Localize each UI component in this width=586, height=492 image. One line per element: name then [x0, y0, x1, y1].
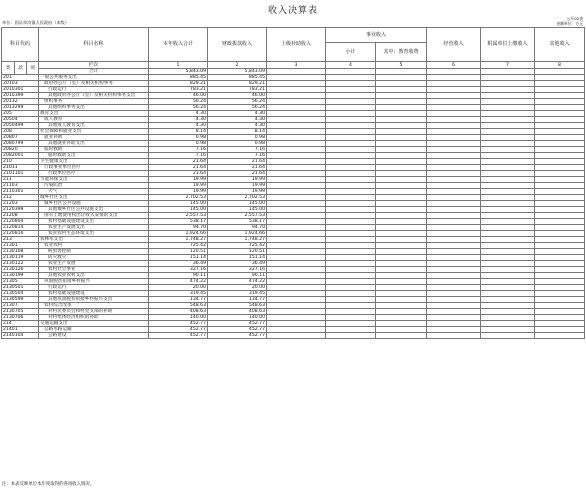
row-total: 0.98	[149, 141, 208, 147]
row-fiscal: 145.00	[208, 207, 267, 213]
row-code: 2130706	[2, 315, 39, 321]
row-total: 46.00	[149, 93, 208, 99]
col-num-6: 6	[427, 62, 481, 69]
row-name: 国有土地使用权出让收入安排的支出	[39, 213, 149, 219]
row-total: 145.00	[149, 201, 208, 207]
row-code: 2013299	[2, 105, 39, 111]
row-total: 120.51	[149, 249, 208, 255]
row-empty-cell	[376, 333, 427, 339]
header-business-group: 事业收入	[326, 28, 427, 43]
row-code: 21103	[2, 183, 39, 189]
form-number: 公开02表	[566, 16, 583, 21]
header-total: 本年收入合计	[149, 28, 208, 62]
row-code: 2120816	[2, 231, 39, 237]
header-name: 科目名称	[39, 28, 149, 62]
row-name: 农业农村	[39, 243, 149, 249]
row-code: 210	[2, 159, 39, 165]
row-fiscal: 548.63	[208, 303, 267, 309]
row-name: 防灾救灾	[39, 255, 149, 261]
row-code: 21208	[2, 213, 39, 219]
row-total: 19.99	[149, 177, 208, 183]
row-empty-cell	[481, 333, 535, 339]
row-total: 4.30	[149, 123, 208, 129]
row-empty-cell	[326, 333, 376, 339]
row-code: 20132	[2, 99, 39, 105]
row-total: 408.63	[149, 309, 208, 315]
row-code: 211	[2, 177, 39, 183]
row-name: 其他政府办公厅（室）及相关机构事务支出	[39, 93, 149, 99]
row-name: 农业生产发展	[39, 261, 149, 267]
total-fiscal: 5,843.09	[208, 69, 267, 75]
row-total: 8.14	[149, 129, 208, 135]
row-total: 783.21	[149, 87, 208, 93]
row-fiscal: 134.77	[208, 297, 267, 303]
row-total: 21.64	[149, 159, 208, 165]
row-name: 病虫害控制	[39, 249, 149, 255]
row-total: 2,702.53	[149, 195, 208, 201]
row-name: 一般公共服务支出	[39, 75, 149, 81]
row-name: 污染防治	[39, 183, 149, 189]
row-name: 交通运输支出	[39, 321, 149, 327]
row-name: 城乡社区公共设施	[39, 201, 149, 207]
row-name: 就业补助	[39, 135, 149, 141]
row-total: 1,924.66	[149, 231, 208, 237]
row-fiscal: 21.64	[208, 165, 267, 171]
row-total: 4.30	[149, 111, 208, 117]
col-num-4: 4	[326, 62, 376, 69]
row-name: 教育支出	[39, 111, 149, 117]
row-fiscal: 19.99	[208, 183, 267, 189]
row-total: 7.16	[149, 147, 208, 153]
row-total: 134.77	[149, 297, 208, 303]
row-fiscal: 0.98	[208, 135, 267, 141]
row-code: 2120814	[2, 225, 39, 231]
header-superior: 上级补助收入	[267, 28, 326, 62]
row-total: 140.00	[149, 315, 208, 321]
row-fiscal: 7.16	[208, 153, 267, 159]
row-total: 36.49	[149, 261, 208, 267]
row-name: 临时救助支出	[39, 153, 149, 159]
row-fiscal: 21.64	[208, 171, 267, 177]
row-code: 2130119	[2, 255, 39, 261]
row-total: 548.63	[149, 303, 208, 309]
row-total: 19.99	[149, 183, 208, 189]
row-total: 94.70	[149, 225, 208, 231]
row-total: 1,748.27	[149, 237, 208, 243]
row-total: 20.00	[149, 285, 208, 291]
row-code: 2120399	[2, 207, 39, 213]
income-table	[1, 27, 585, 339]
row-fiscal: 120.51	[208, 249, 267, 255]
row-total: 725.42	[149, 243, 208, 249]
row-fiscal: 408.63	[208, 309, 267, 315]
row-name: 其他就业补助支出	[39, 141, 149, 147]
row-name: 农村基础设施建设支出	[39, 219, 149, 225]
row-total: 56.24	[149, 99, 208, 105]
row-code: 2130705	[2, 309, 39, 315]
row-name: 农业农村生态环境支出	[39, 231, 149, 237]
total-amount: 5,843.09	[149, 69, 208, 75]
row-fiscal: 140.00	[208, 315, 267, 321]
row-name: 农村基础设施建设	[39, 291, 149, 297]
row-fiscal: 319.45	[208, 291, 267, 297]
row-code: 21011	[2, 165, 39, 171]
row-name: 社会保障和就业支出	[39, 129, 149, 135]
header-business-subtotal: 小计	[326, 43, 376, 62]
row-fiscal: 20.00	[208, 285, 267, 291]
row-total: 327.16	[149, 267, 208, 273]
col-num-5: 5	[376, 62, 427, 69]
row-name: 行政单位医疗	[39, 171, 149, 177]
row-code: 2130199	[2, 273, 39, 279]
row-name: 农村社会事业	[39, 267, 149, 273]
row-name: 农林水支出	[39, 237, 149, 243]
row-fiscal: 56.24	[208, 105, 267, 111]
row-total: 474.22	[149, 279, 208, 285]
row-name: 其他组织事务支出	[39, 105, 149, 111]
row-name: 成人教育	[39, 117, 149, 123]
row-name: 农村综合改革	[39, 303, 149, 309]
row-total: 0.98	[149, 135, 208, 141]
row-code: 2082001	[2, 153, 39, 159]
row-fiscal: 19.99	[208, 189, 267, 195]
row-total: 21.64	[149, 165, 208, 171]
row-fiscal: 1,748.27	[208, 237, 267, 243]
row-fiscal: 8.14	[208, 129, 267, 135]
row-name: 对村民委员会和村党支部的补助	[39, 309, 149, 315]
amount-unit: 金额单位：万元	[556, 21, 583, 26]
row-code: 201	[2, 75, 39, 81]
row-code: 2010399	[2, 93, 39, 99]
report-title: 收入决算表	[267, 6, 318, 16]
row-fiscal: 7.16	[208, 147, 267, 153]
row-code: 20103	[2, 81, 39, 87]
col-num-2: 2	[208, 62, 267, 69]
row-code: 2110301	[2, 189, 39, 195]
row-total: 829.21	[149, 81, 208, 87]
row-code: 20504	[2, 117, 39, 123]
row-code: 21301	[2, 243, 39, 249]
col-num-8: 8	[535, 62, 585, 69]
row-name: 行政运行	[39, 285, 149, 291]
row-fiscal: 538.17	[208, 219, 267, 225]
row-total: 452.77	[149, 327, 208, 333]
row-code: 2010301	[2, 87, 39, 93]
row-name: 公路建设	[39, 333, 149, 339]
row-total: 151.14	[149, 255, 208, 261]
header-code: 科目代码	[2, 28, 39, 62]
row-fiscal: 46.00	[208, 93, 267, 99]
row-name: 节能环保支出	[39, 177, 149, 183]
header-education-fees: 其中：教育收费	[376, 43, 427, 62]
total-label: 合计	[39, 69, 149, 75]
row-name: 行政运行	[39, 87, 149, 93]
row-code: 208	[2, 129, 39, 135]
row-fiscal: 452.77	[208, 333, 267, 339]
row-name: 农业生产发展支出	[39, 225, 149, 231]
row-fiscal: 474.22	[208, 279, 267, 285]
row-fiscal: 1,924.66	[208, 231, 267, 237]
row-fiscal: 94.70	[208, 225, 267, 231]
col-num-3: 3	[267, 62, 326, 69]
col-num-7: 7	[481, 62, 535, 69]
row-fiscal: 151.14	[208, 255, 267, 261]
header-fiscal: 财政拨款收入	[208, 28, 267, 62]
row-code: 2050499	[2, 123, 39, 129]
row-fiscal: 19.99	[208, 177, 267, 183]
row-fiscal: 725.42	[208, 243, 267, 249]
unit-name: 单位：固县草沟镇人民政府（本级）	[2, 20, 70, 25]
row-fiscal: 327.16	[208, 267, 267, 273]
row-name: 组织事务	[39, 99, 149, 105]
row-fiscal: 36.49	[208, 261, 267, 267]
row-name: 卫生健康支出	[39, 159, 149, 165]
row-fiscal: 21.64	[208, 159, 267, 165]
row-name: 其他农业农村支出	[39, 273, 149, 279]
header-affiliated: 附属单位上缴收入	[481, 28, 535, 62]
row-fiscal: 145.00	[208, 201, 267, 207]
row-code: 212	[2, 195, 39, 201]
row-code: 2140104	[2, 333, 39, 339]
row-total: 452.77	[149, 333, 208, 339]
header-kuan: 款	[15, 62, 27, 75]
row-fiscal: 829.21	[208, 81, 267, 87]
row-code: 21305	[2, 279, 39, 285]
footnote: 注：本表反映单位本年度取得的各项收入情况。	[2, 482, 95, 487]
row-fiscal: 90.11	[208, 273, 267, 279]
row-total: 538.17	[149, 219, 208, 225]
row-fiscal: 452.77	[208, 321, 267, 327]
row-code: 21401	[2, 327, 39, 333]
row-name: 对村集体经济组织的补助	[39, 315, 149, 321]
row-name: 大气	[39, 189, 149, 195]
header-operating: 经营收入	[427, 28, 481, 62]
row-total: 145.00	[149, 207, 208, 213]
row-code: 214	[2, 321, 39, 327]
table-row	[2, 333, 585, 339]
row-fiscal: 4.30	[208, 117, 267, 123]
row-name: 其他城乡社区公共设施支出	[39, 207, 149, 213]
row-total: 4.30	[149, 117, 208, 123]
row-code: 20820	[2, 147, 39, 153]
row-code: 21203	[2, 201, 39, 207]
row-total: 319.45	[149, 291, 208, 297]
row-total: 452.77	[149, 321, 208, 327]
row-total: 7.16	[149, 153, 208, 159]
row-code: 2080799	[2, 141, 39, 147]
row-fiscal: 885.45	[208, 75, 267, 81]
row-code: 2120804	[2, 219, 39, 225]
header-lanci: 栏次	[39, 62, 149, 69]
row-code: 2130504	[2, 291, 39, 297]
row-fiscal: 783.21	[208, 87, 267, 93]
row-name: 城乡社区支出	[39, 195, 149, 201]
row-empty-cell	[535, 333, 585, 339]
row-name: 行政事业单位医疗	[39, 165, 149, 171]
col-num-1: 1	[149, 62, 208, 69]
row-code: 213	[2, 237, 39, 243]
row-fiscal: 56.24	[208, 99, 267, 105]
row-total: 19.99	[149, 189, 208, 195]
row-name: 公路水路运输	[39, 327, 149, 333]
header-xiang: 项	[27, 62, 39, 75]
row-code: 2130599	[2, 297, 39, 303]
row-total: 2,557.53	[149, 213, 208, 219]
row-code: 20807	[2, 135, 39, 141]
row-name: 政府办公厅（室）及相关机构事务	[39, 81, 149, 87]
row-empty-cell	[427, 333, 481, 339]
row-name: 临时救助	[39, 147, 149, 153]
row-code: 2130122	[2, 261, 39, 267]
row-code: 205	[2, 111, 39, 117]
row-code: 2101101	[2, 171, 39, 177]
row-code: 21307	[2, 303, 39, 309]
row-code: 2130108	[2, 249, 39, 255]
row-name: 巩固脱贫衔接乡村振兴	[39, 279, 149, 285]
row-fiscal: 4.30	[208, 111, 267, 117]
row-fiscal: 2,702.53	[208, 195, 267, 201]
row-code: 2130501	[2, 285, 39, 291]
row-fiscal: 2,557.53	[208, 213, 267, 219]
row-fiscal: 4.30	[208, 123, 267, 129]
row-total: 21.64	[149, 171, 208, 177]
header-lei: 类	[2, 62, 15, 75]
row-empty-cell	[267, 333, 326, 339]
header-other: 其他收入	[535, 28, 585, 62]
row-fiscal: 452.77	[208, 327, 267, 333]
row-total: 885.45	[149, 75, 208, 81]
row-code: 2130126	[2, 267, 39, 273]
row-total: 56.24	[149, 105, 208, 111]
row-name: 其他巩固脱贫衔接乡村振兴支出	[39, 297, 149, 303]
row-fiscal: 0.98	[208, 141, 267, 147]
row-total: 90.11	[149, 273, 208, 279]
row-name: 其他成人教育支出	[39, 123, 149, 129]
